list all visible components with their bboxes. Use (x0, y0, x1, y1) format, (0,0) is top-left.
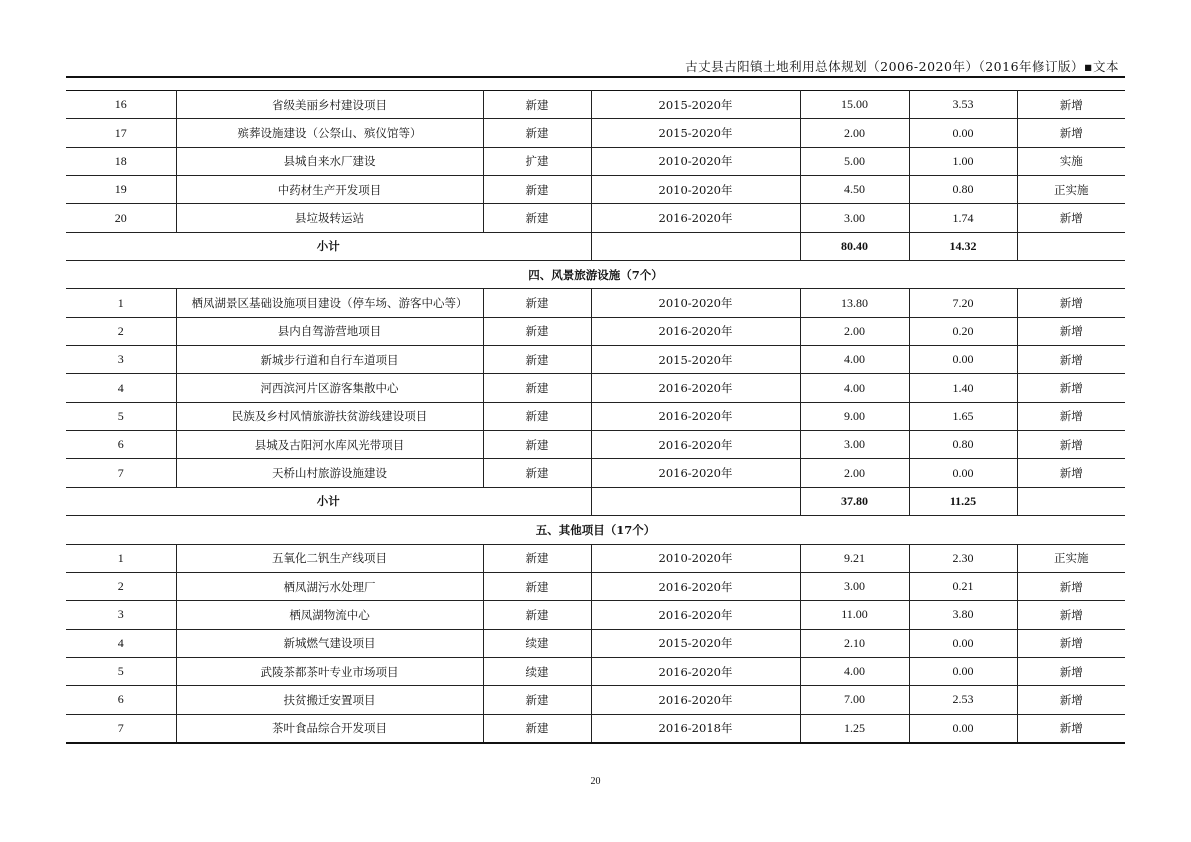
project-status: 实施 (1017, 147, 1125, 175)
project-status: 新增 (1017, 204, 1125, 232)
area-total: 4.00 (800, 374, 909, 402)
project-status: 正实施 (1017, 176, 1125, 204)
project-name: 五氧化二钒生产线项目 (176, 544, 483, 572)
area-new: 7.20 (909, 289, 1017, 317)
section-title: 四、风景旅游设施（7个） (66, 261, 1125, 289)
project-name: 殡葬设施建设（公祭山、殡仪馆等） (176, 119, 483, 147)
table-row (66, 686, 1125, 714)
section-title: 五、其他项目（17个） (66, 516, 1125, 544)
area-total: 4.00 (800, 657, 909, 685)
table-row (66, 714, 1125, 743)
table-row (66, 91, 1125, 119)
table-row (66, 289, 1125, 317)
document-header-title: 古丈县古阳镇土地利用总体规划（2006-2020年）（2016年修订版）▪文本 (685, 59, 1119, 74)
project-name: 茶叶食品综合开发项目 (176, 714, 483, 743)
area-total: 1.25 (800, 714, 909, 743)
project-name: 新城步行道和自行车道项目 (176, 346, 483, 374)
header-rule (66, 76, 1125, 78)
project-name: 县垃圾转运站 (176, 204, 483, 232)
row-number: 2 (66, 572, 176, 600)
table-row (66, 629, 1125, 657)
project-status: 新增 (1017, 402, 1125, 430)
construction-type: 新建 (483, 346, 591, 374)
construction-type: 新建 (483, 317, 591, 345)
construction-period: 2010-2020年 (591, 147, 800, 175)
area-new: 0.80 (909, 431, 1017, 459)
project-status: 新增 (1017, 572, 1125, 600)
area-new: 1.00 (909, 147, 1017, 175)
area-total: 11.00 (800, 601, 909, 629)
subtotal-row (66, 232, 1125, 260)
project-status: 新增 (1017, 686, 1125, 714)
project-name: 县城自来水厂建设 (176, 147, 483, 175)
project-name: 栖凤湖污水处理厂 (176, 572, 483, 600)
table-row (66, 657, 1125, 685)
subtotal-label: 小计 (66, 487, 591, 515)
construction-period: 2016-2020年 (591, 686, 800, 714)
construction-period: 2016-2020年 (591, 657, 800, 685)
area-total: 4.50 (800, 176, 909, 204)
construction-type: 新建 (483, 459, 591, 487)
construction-type: 续建 (483, 657, 591, 685)
construction-period: 2010-2020年 (591, 289, 800, 317)
project-name: 天桥山村旅游设施建设 (176, 459, 483, 487)
row-number: 7 (66, 459, 176, 487)
project-status: 新增 (1017, 431, 1125, 459)
row-number: 17 (66, 119, 176, 147)
area-new: 1.40 (909, 374, 1017, 402)
subtotal-empty (591, 487, 800, 515)
construction-period: 2010-2020年 (591, 544, 800, 572)
construction-period: 2016-2020年 (591, 317, 800, 345)
row-number: 7 (66, 714, 176, 743)
subtotal-area-new: 14.32 (909, 232, 1017, 260)
construction-period: 2016-2020年 (591, 601, 800, 629)
area-new: 1.74 (909, 204, 1017, 232)
project-name: 县城及古阳河水库风光带项目 (176, 431, 483, 459)
construction-period: 2015-2020年 (591, 119, 800, 147)
row-number: 16 (66, 91, 176, 119)
project-table (66, 90, 1125, 744)
area-total: 9.21 (800, 544, 909, 572)
construction-type: 新建 (483, 176, 591, 204)
row-number: 4 (66, 374, 176, 402)
area-total: 3.00 (800, 572, 909, 600)
project-name: 县内自驾游营地项目 (176, 317, 483, 345)
construction-type: 新建 (483, 289, 591, 317)
project-status: 新增 (1017, 714, 1125, 743)
project-name: 河西滨河片区游客集散中心 (176, 374, 483, 402)
project-name: 新城燃气建设项目 (176, 629, 483, 657)
table-row (66, 119, 1125, 147)
construction-type: 新建 (483, 601, 591, 629)
subtotal-label: 小计 (66, 232, 591, 260)
area-total: 9.00 (800, 402, 909, 430)
project-status: 新增 (1017, 601, 1125, 629)
area-new: 0.00 (909, 459, 1017, 487)
construction-period: 2010-2020年 (591, 176, 800, 204)
row-number: 20 (66, 204, 176, 232)
construction-type: 新建 (483, 402, 591, 430)
row-number: 5 (66, 402, 176, 430)
table-row (66, 431, 1125, 459)
construction-type: 新建 (483, 119, 591, 147)
construction-period: 2016-2020年 (591, 402, 800, 430)
area-total: 13.80 (800, 289, 909, 317)
area-total: 2.10 (800, 629, 909, 657)
construction-period: 2015-2020年 (591, 91, 800, 119)
row-number: 2 (66, 317, 176, 345)
row-number: 3 (66, 346, 176, 374)
construction-type: 新建 (483, 572, 591, 600)
project-status: 新增 (1017, 374, 1125, 402)
project-name: 栖凤湖物流中心 (176, 601, 483, 629)
area-new: 2.30 (909, 544, 1017, 572)
area-total: 5.00 (800, 147, 909, 175)
construction-period: 2016-2020年 (591, 572, 800, 600)
construction-type: 扩建 (483, 147, 591, 175)
row-number: 6 (66, 431, 176, 459)
project-name: 武陵茶都茶叶专业市场项目 (176, 657, 483, 685)
page-number: 20 (590, 776, 601, 787)
area-total: 7.00 (800, 686, 909, 714)
table-row (66, 204, 1125, 232)
section-header-row (66, 261, 1125, 289)
project-status: 新增 (1017, 657, 1125, 685)
project-status: 新增 (1017, 91, 1125, 119)
subtotal-status-empty (1017, 232, 1125, 260)
subtotal-area-total: 37.80 (800, 487, 909, 515)
table-row (66, 374, 1125, 402)
construction-type: 新建 (483, 204, 591, 232)
area-new: 0.00 (909, 119, 1017, 147)
area-total: 2.00 (800, 119, 909, 147)
area-new: 0.80 (909, 176, 1017, 204)
row-number: 19 (66, 176, 176, 204)
construction-type: 新建 (483, 374, 591, 402)
construction-period: 2016-2020年 (591, 374, 800, 402)
row-number: 18 (66, 147, 176, 175)
row-number: 6 (66, 686, 176, 714)
construction-type: 新建 (483, 431, 591, 459)
area-new: 0.20 (909, 317, 1017, 345)
row-number: 1 (66, 544, 176, 572)
row-number: 1 (66, 289, 176, 317)
project-name: 栖凤湖景区基础设施项目建设（停车场、游客中心等） (176, 289, 483, 317)
table-row (66, 317, 1125, 345)
construction-period: 2015-2020年 (591, 629, 800, 657)
area-new: 3.80 (909, 601, 1017, 629)
area-new: 0.21 (909, 572, 1017, 600)
table-row (66, 176, 1125, 204)
construction-type: 续建 (483, 629, 591, 657)
subtotal-row (66, 487, 1125, 515)
project-status: 正实施 (1017, 544, 1125, 572)
area-new: 0.00 (909, 346, 1017, 374)
table-row (66, 544, 1125, 572)
area-total: 3.00 (800, 204, 909, 232)
subtotal-empty (591, 232, 800, 260)
row-number: 3 (66, 601, 176, 629)
project-status: 新增 (1017, 289, 1125, 317)
area-total: 2.00 (800, 317, 909, 345)
area-new: 0.00 (909, 657, 1017, 685)
project-status: 新增 (1017, 346, 1125, 374)
area-new: 3.53 (909, 91, 1017, 119)
area-total: 4.00 (800, 346, 909, 374)
table-row (66, 601, 1125, 629)
project-status: 新增 (1017, 317, 1125, 345)
subtotal-area-new: 11.25 (909, 487, 1017, 515)
construction-period: 2015-2020年 (591, 346, 800, 374)
construction-type: 新建 (483, 91, 591, 119)
construction-type: 新建 (483, 714, 591, 743)
area-total: 2.00 (800, 459, 909, 487)
construction-period: 2016-2020年 (591, 204, 800, 232)
project-status: 新增 (1017, 119, 1125, 147)
table-row (66, 402, 1125, 430)
subtotal-area-total: 80.40 (800, 232, 909, 260)
project-name: 扶贫搬迁安置项目 (176, 686, 483, 714)
area-new: 2.53 (909, 686, 1017, 714)
construction-type: 新建 (483, 544, 591, 572)
construction-type: 新建 (483, 686, 591, 714)
table-row (66, 147, 1125, 175)
project-status: 新增 (1017, 459, 1125, 487)
construction-period: 2016-2020年 (591, 431, 800, 459)
project-name: 中药材生产开发项目 (176, 176, 483, 204)
area-total: 15.00 (800, 91, 909, 119)
area-total: 3.00 (800, 431, 909, 459)
table-row (66, 459, 1125, 487)
area-new: 0.00 (909, 629, 1017, 657)
table-row (66, 346, 1125, 374)
table-row (66, 572, 1125, 600)
project-name: 民族及乡村风情旅游扶贫游线建设项目 (176, 402, 483, 430)
area-new: 1.65 (909, 402, 1017, 430)
row-number: 4 (66, 629, 176, 657)
area-new: 0.00 (909, 714, 1017, 743)
construction-period: 2016-2018年 (591, 714, 800, 743)
subtotal-status-empty (1017, 487, 1125, 515)
project-name: 省级美丽乡村建设项目 (176, 91, 483, 119)
section-header-row (66, 516, 1125, 544)
construction-period: 2016-2020年 (591, 459, 800, 487)
project-status: 新增 (1017, 629, 1125, 657)
row-number: 5 (66, 657, 176, 685)
